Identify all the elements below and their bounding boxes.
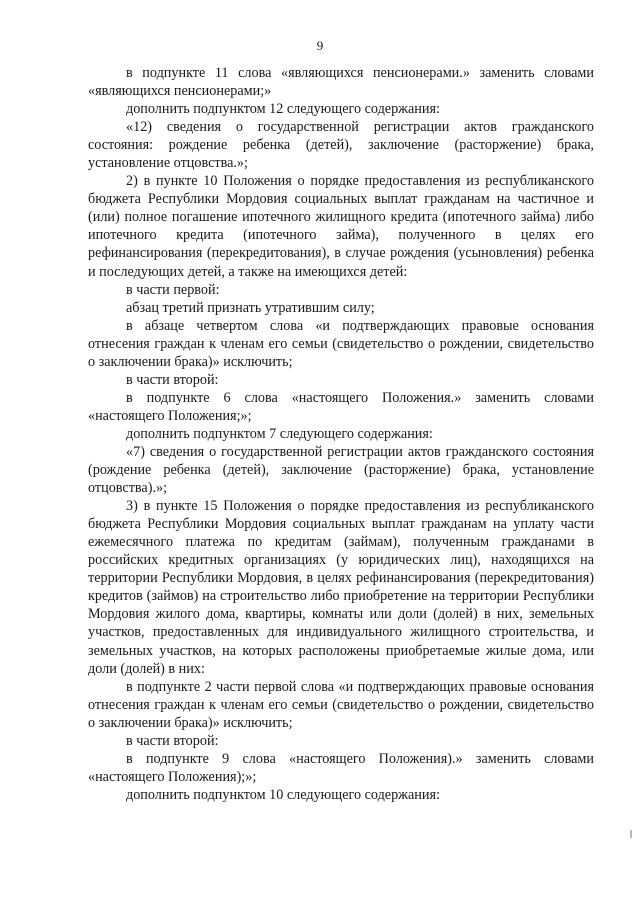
paragraph-13: в подпункте 2 части первой слова «и подтверждающих правовые основания отнесения граждан к членам его семьи (свидетельство о рождении, свидетельство о заключении брака)» исключить; (88, 678, 594, 731)
paragraph-6: абзац третий признать утратившим силу; (126, 299, 375, 316)
page-number: 9 (316, 38, 324, 53)
paragraph-11: «7) сведения о государственной регистрации актов гражданского состояния (рождение ребенка (детей), заключение (расторжение) брака, установление отцовства).»; (88, 443, 594, 497)
paragraph-12: 3) в пункте 15 Положения о порядке предоставления из республиканского бюджета Республики Мордовия социальных выплат гражданам на уплату части ежемесячного платежа по кредитам (займам), полученным гражданами в российских кредитных организациях (у юридических лиц), находящихся на территории Республики Мордовия, в целях рефинансирования (перекредитования) кредитов (займов) на строительство либо приобретение на территории Республики Мордовия жилого дома, квартиры, комнаты или доли (долей) в них, земельных участков, предоставленных для индивидуального жилищного строительства, и земельных участков, на которых расположены приобретаемые жилые дома, или доли (долей) в них: (88, 498, 594, 677)
paragraph-2: дополнить подпунктом 12 следующего содержания: (126, 101, 440, 118)
paragraph-9: в подпункте 6 слова «настоящего Положения.» заменить словами «настоящего Положения;»; (88, 389, 594, 424)
paragraph-15: в подпункте 9 слова «настоящего Положения).» заменить словами «настоящего Положения);»; (88, 750, 594, 785)
paragraph-16: дополнить подпунктом 10 следующего содержания: (126, 786, 440, 803)
paragraph-5: в части первой: (126, 281, 220, 298)
paragraph-7: в абзаце четвертом слова «и подтверждающих правовые основания отнесения граждан к членам его семьи (свидетельство о рождении, свидетельство о заключении брака)» исключить; (88, 317, 594, 370)
paragraph-4: 2) в пункте 10 Положения о порядке предоставления из республиканского бюджета Республики Мордовия социальных выплат гражданам на частичное и (или) полное погашение ипотечного жилищного кредита (ипотечного займа) либо ипотечного кредита (ипотечного займа), полученного в целях его рефинансирования (перекредитования), в случае рождения (усыновления) ребенка и последующих детей, а также на имеющихся детей: (88, 173, 594, 280)
paragraph-1: в подпункте 11 слова «являющихся пенсионерами.» заменить словами «являющихся пенсионерами;» (88, 65, 594, 100)
paragraph-10: дополнить подпунктом 7 следующего содержания: (126, 425, 433, 442)
paragraph-3: «12) сведения о государственной регистрации актов гражданского состояния: рождение ребенка (детей), заключение (расторжение) брака, установление отцовства.»; (88, 119, 594, 172)
paragraph-8: в части второй: (126, 371, 219, 388)
scan-artifact-mark (630, 830, 632, 838)
document-body (88, 64, 594, 804)
paragraph-14: в части второй: (126, 732, 219, 749)
